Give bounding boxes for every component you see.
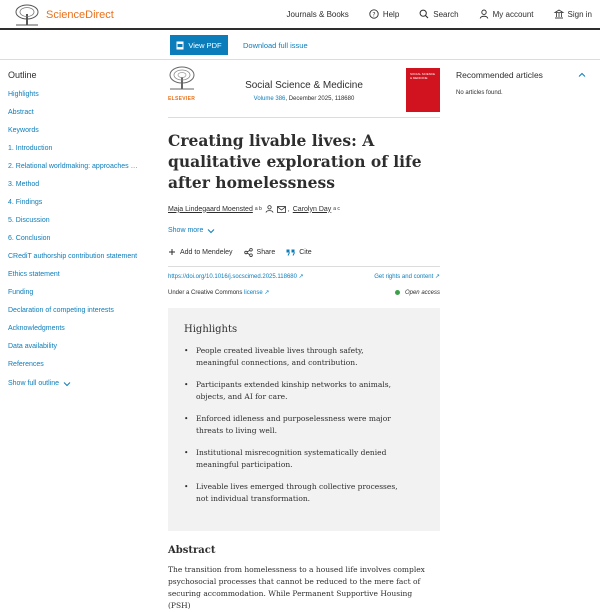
- institution-icon: [554, 9, 564, 19]
- highlight-item: • Enforced idleness and purposelessness were major threats to living well.: [184, 413, 404, 436]
- outline-list: [8, 90, 158, 378]
- recommended-title: Recommended articles: [456, 70, 543, 80]
- author-affiliation-sup[interactable]: a b: [254, 206, 262, 212]
- license-link-text: license: [244, 290, 263, 296]
- view-pdf-button[interactable]: [170, 35, 228, 55]
- header-nav: [267, 0, 592, 28]
- top-header: [0, 0, 600, 30]
- outline-title: Outline: [8, 70, 37, 80]
- view-pdf-label: View PDF: [188, 40, 222, 50]
- outline-item[interactable]: Funding: [8, 289, 34, 296]
- elsevier-wordmark: ELSEVIER: [168, 96, 196, 102]
- show-more-label: Show more: [168, 227, 204, 234]
- outline-item[interactable]: References: [8, 361, 44, 368]
- highlight-item: • Institutional misrecognition systematically denied meaningful participation.: [184, 447, 404, 470]
- outline-item[interactable]: 4. Findings: [8, 199, 43, 206]
- outline-item[interactable]: Abstract: [8, 109, 34, 116]
- add-to-mendeley-label: Add to Mendeley: [180, 248, 233, 256]
- highlight-item: • People created liveable lives through safety, meaningful connections, and contribution.: [184, 345, 404, 368]
- person-icon[interactable]: [265, 205, 274, 213]
- show-more-button[interactable]: [168, 227, 440, 234]
- highlights-title: Highlights: [184, 324, 238, 335]
- nav-search-label: Search: [433, 9, 459, 19]
- highlight-item: • Participants extended kinship networks to animals, objects, and AI for care.: [184, 379, 404, 402]
- nav-search[interactable]: [419, 9, 458, 19]
- journal-cover-image[interactable]: [406, 68, 440, 112]
- article-title: Creating livable lives: A qualitative exploration of life after homelessness: [168, 131, 422, 192]
- outline-item[interactable]: CRediT authorship contribution statement: [8, 253, 138, 260]
- doi-text: https://doi.org/10.1016/j.socscimed.2025.118680: [168, 274, 297, 280]
- author-affiliation-sup[interactable]: a c: [333, 206, 340, 212]
- cover-title-text: SOCIAL SCIENCE & MEDICINE: [410, 72, 436, 80]
- nav-journals-label: Journals & Books: [286, 9, 349, 19]
- open-access-badge: [395, 289, 440, 296]
- show-full-outline-label: Show full outline: [8, 380, 59, 387]
- outline-item[interactable]: 6. Conclusion: [8, 235, 51, 242]
- outline-item[interactable]: Declaration of competing interests: [8, 307, 114, 314]
- open-access-label: Open access: [404, 289, 440, 296]
- nav-help-label: Help: [382, 9, 400, 19]
- show-full-outline-button[interactable]: [8, 380, 158, 387]
- author-list: [168, 205, 440, 213]
- share-button[interactable]: [244, 248, 276, 257]
- email-icon[interactable]: [277, 206, 286, 213]
- sciencedirect-logo[interactable]: [14, 4, 114, 26]
- author-link[interactable]: Carolyn Day: [292, 205, 332, 213]
- chevron-up-icon[interactable]: [578, 72, 586, 78]
- nav-sign-in[interactable]: [554, 9, 592, 19]
- nav-my-account[interactable]: [479, 9, 534, 19]
- journal-title-link[interactable]: Social Science & Medicine: [245, 80, 363, 91]
- quote-icon: [286, 249, 295, 256]
- cite-label: Cite: [299, 248, 312, 256]
- journal-header: [168, 62, 440, 118]
- share-label: Share: [256, 248, 276, 256]
- article-main: [168, 62, 440, 612]
- svg-text:?: ?: [372, 11, 376, 19]
- open-access-dot-icon: [395, 290, 400, 295]
- nav-my-account-label: My account: [492, 9, 534, 19]
- article-actions: [168, 246, 440, 258]
- nav-journals-books[interactable]: [287, 10, 349, 19]
- user-icon: [479, 9, 489, 19]
- chevron-down-icon: [63, 381, 71, 387]
- help-circle-icon: [369, 9, 379, 19]
- download-full-issue-link[interactable]: Download full issue: [243, 41, 308, 50]
- outline-item[interactable]: Highlights: [8, 91, 39, 98]
- outline-item[interactable]: Acknowledgments: [8, 325, 65, 332]
- abstract-text: The transition from homelessness to a housed life involves complex psychosocial processes that cannot be reduced to the mere fact of securing accommodation. While Permanent Supportive Housing (PSH): [168, 565, 425, 610]
- nav-help[interactable]: [369, 9, 399, 19]
- external-link-icon: ↗: [434, 274, 440, 280]
- volume-link[interactable]: Volume 386: [253, 96, 286, 102]
- share-icon: [244, 248, 253, 257]
- outline-sidebar: [8, 70, 158, 387]
- outline-item[interactable]: Data availability: [8, 343, 58, 350]
- doi-rights-row: [168, 266, 440, 280]
- abstract-heading: Abstract: [168, 545, 216, 556]
- recommended-empty-text: No articles found.: [456, 90, 503, 96]
- license-link[interactable]: license ↗: [244, 290, 270, 296]
- elsevier-tree-icon: [14, 4, 40, 26]
- license-prefix: Under a Creative Commons: [168, 290, 245, 296]
- license-info: [168, 289, 269, 296]
- outline-item[interactable]: 1. Introduction: [8, 145, 53, 152]
- recommended-panel: [448, 62, 594, 106]
- journal-volume-info: [168, 96, 440, 102]
- recommended-header[interactable]: [448, 62, 594, 80]
- volume-date-page: , December 2025, 118680: [285, 96, 355, 102]
- article-toolbar: [0, 30, 600, 60]
- nav-sign-in-label: Sign in: [567, 9, 592, 19]
- cite-button[interactable]: [286, 249, 311, 256]
- highlights-list: [184, 345, 424, 504]
- outline-item[interactable]: 2. Relational worldmaking: approaches …: [8, 163, 138, 170]
- outline-item[interactable]: 3. Method: [8, 181, 40, 188]
- highlight-item: • Liveable lives emerged through collective processes, not individual transformation.: [184, 481, 404, 504]
- author-link[interactable]: Maja Lindegaard Moensted: [168, 205, 253, 213]
- external-link-icon: ↗: [298, 274, 304, 280]
- search-icon: [419, 9, 429, 19]
- add-to-mendeley-button[interactable]: [168, 248, 233, 256]
- author-separator: ,: [287, 205, 290, 213]
- pdf-icon: [176, 41, 184, 50]
- logo-wordmark: ScienceDirect: [46, 9, 114, 21]
- get-rights-link[interactable]: [374, 273, 440, 280]
- outline-item[interactable]: Keywords: [8, 127, 39, 134]
- doi-link[interactable]: [168, 273, 304, 280]
- license-row: [168, 289, 440, 296]
- highlights-box: [168, 308, 440, 531]
- outline-item[interactable]: 5. Discussion: [8, 217, 50, 224]
- plus-icon: [168, 248, 176, 256]
- get-rights-text: Get rights and content: [374, 274, 434, 280]
- outline-item[interactable]: Ethics statement: [8, 271, 60, 278]
- chevron-down-icon: [207, 228, 215, 234]
